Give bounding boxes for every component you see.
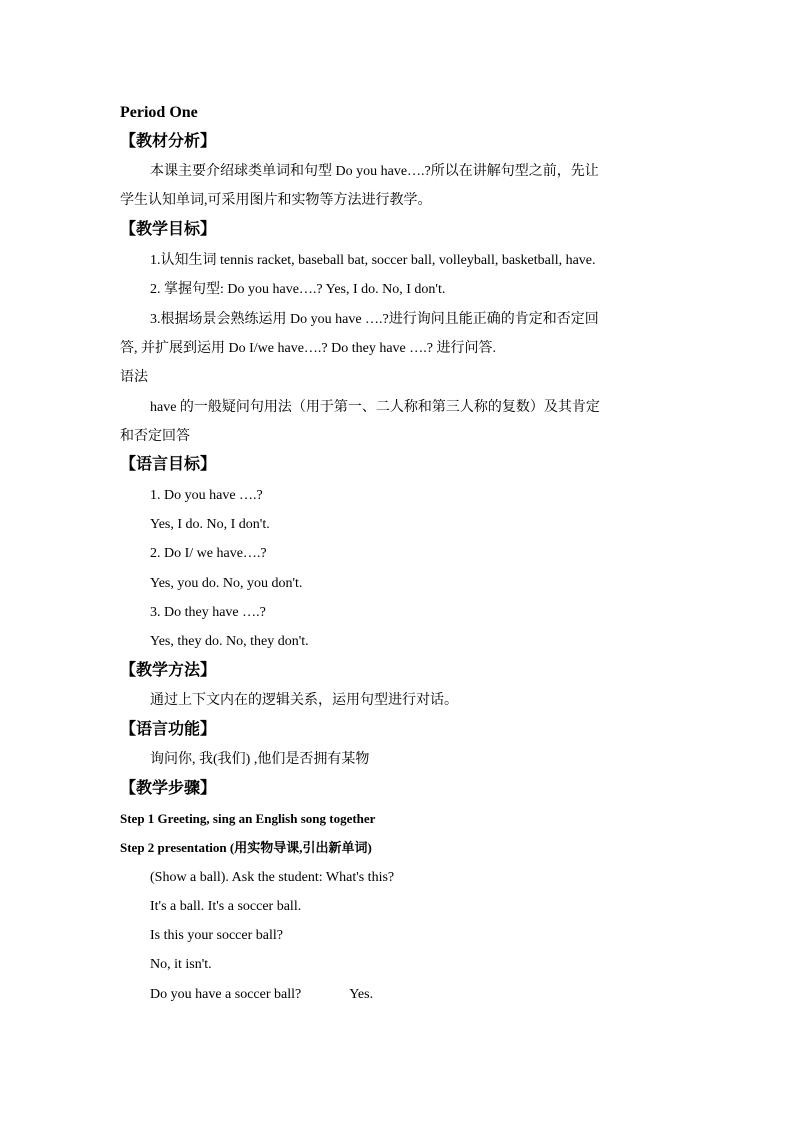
dialogue-line-1: (Show a ball). Ask the student: What's this? bbox=[150, 870, 395, 885]
step-1: Step 1 Greeting, sing an English song together bbox=[120, 811, 376, 826]
language-goal-3-question: 3. Do they have ….? bbox=[150, 605, 266, 620]
dialogue-line-4: No, it isn't. bbox=[150, 957, 212, 972]
dialogue-line-3: Is this your soccer ball? bbox=[150, 928, 283, 943]
language-goal-2-answer: Yes, you do. No, you don't. bbox=[150, 576, 303, 591]
grammar-label: 语法 bbox=[120, 370, 148, 385]
language-goal-1-question: 1. Do you have ….? bbox=[150, 488, 263, 503]
goal-1: 1.认知生词 tennis racket, baseball bat, soccer ball, volleyball, basketball, have. bbox=[150, 253, 596, 268]
goal-3-line-1: 3.根据场景会熟练运用 Do you have ….?进行询问且能正确的肯定和否定回 bbox=[150, 312, 599, 327]
goals-heading: 【教学目标】 bbox=[120, 221, 217, 238]
grammar-line-2: 和否定回答 bbox=[120, 429, 190, 444]
function-text: 询问你, 我(我们) ,他们是否拥有某物 bbox=[150, 752, 370, 767]
goal-3-line-2: 答, 并扩展到运用 Do I/we have….? Do they have ….? 进行问答. bbox=[120, 341, 496, 356]
analysis-line-2: 学生认知单词,可采用图片和实物等方法进行教学。 bbox=[120, 193, 432, 208]
function-heading: 【语言功能】 bbox=[120, 721, 217, 738]
dialogue-line-5 bbox=[150, 985, 373, 1005]
dialogue-line-2: It's a ball. It's a soccer ball. bbox=[150, 899, 302, 914]
language-goal-2-question: 2. Do I/ we have….? bbox=[150, 546, 267, 561]
page-title: Period One bbox=[120, 104, 198, 121]
analysis-heading: 【教材分析】 bbox=[120, 133, 217, 150]
dialogue-answer: Yes. bbox=[349, 987, 374, 1002]
language-goals-heading: 【语言目标】 bbox=[120, 456, 217, 473]
language-goal-3-answer: Yes, they do. No, they don't. bbox=[150, 634, 309, 649]
step-2: Step 2 presentation (用实物导课,引出新单词) bbox=[120, 840, 372, 855]
steps-heading: 【教学步骤】 bbox=[120, 780, 217, 797]
grammar-line-1: have 的一般疑问句用法（用于第一、二人称和第三人称的复数）及其肯定 bbox=[150, 400, 600, 415]
analysis-line-1: 本课主要介绍球类单词和句型 Do you have….?所以在讲解句型之前，先让 bbox=[150, 164, 599, 179]
language-goal-1-answer: Yes, I do. No, I don't. bbox=[150, 517, 270, 532]
dialogue-question: Do you have a soccer ball? bbox=[150, 987, 302, 1002]
goal-2: 2. 掌握句型: Do you have….? Yes, I do. No, I don't. bbox=[150, 282, 446, 297]
method-text: 通过上下文内在的逻辑关系，运用句型进行对话。 bbox=[150, 693, 458, 708]
method-heading: 【教学方法】 bbox=[120, 662, 217, 679]
